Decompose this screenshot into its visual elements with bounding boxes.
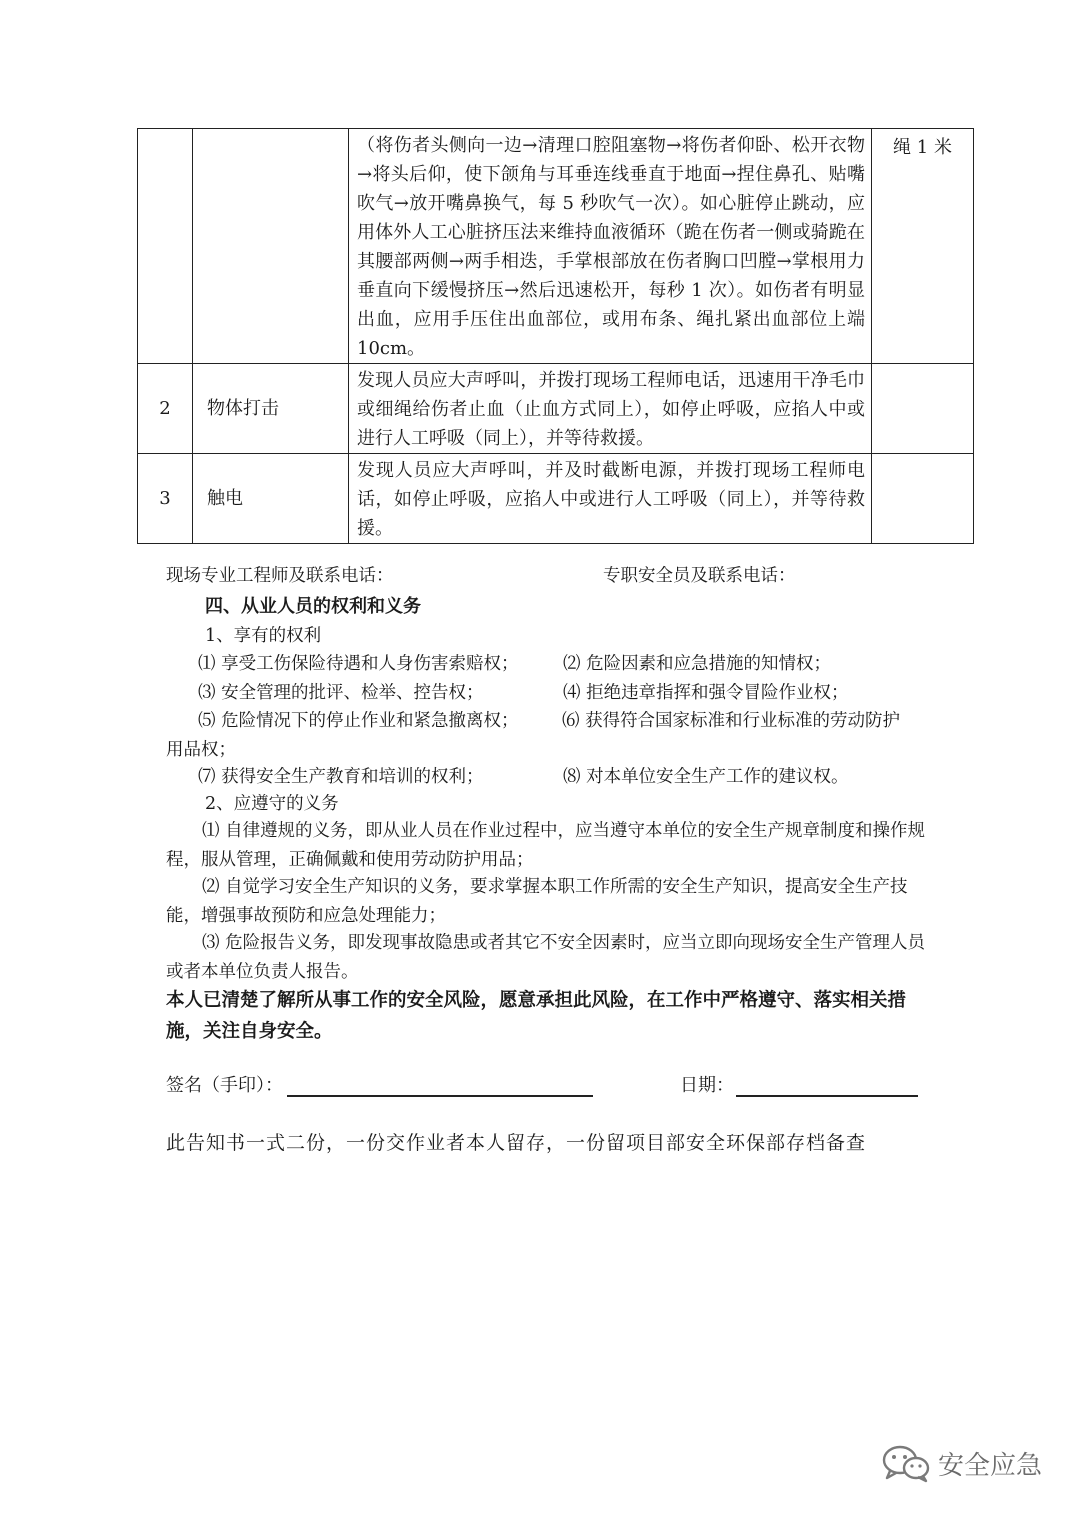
date-field[interactable] (736, 1095, 918, 1097)
row-number: 2 (138, 364, 193, 454)
right-item: ⑶ 安全管理的批评、检举、控告权； (198, 683, 484, 703)
right-item: ⑹ 获得符合国家标准和行业标准的劳动防护用品权； (166, 711, 901, 760)
footer-note: 此告知书一式二份，一份交作业者本人留存，一份留项目部安全环保部存档备查 (166, 1132, 867, 1154)
accident-type (193, 129, 349, 364)
equipment: 绳 1 米 (872, 129, 974, 364)
duty-item: ⑴ 自律遵规的义务，即从业人员在作业过程中，应当遵守本单位的安全生产规章制度和操作规程，服从管理，正确佩戴和使用劳动防护用品； (166, 821, 926, 870)
equipment (872, 454, 974, 544)
row-number: 3 (138, 454, 193, 544)
table-row (138, 454, 974, 544)
accident-type: 触电 (193, 454, 349, 544)
duties-title: 2、应遵守的义务 (205, 794, 339, 814)
section-title: 四、从业人员的权利和义务 (205, 596, 421, 617)
table-row (138, 129, 974, 364)
emergency-measures: （将伤者头侧向一边→清理口腔阻塞物→将伤者仰卧、松开衣物→将头后仰，使下颌角与耳垂连线垂直于地面→捏住鼻孔、贴嘴吹气→放开嘴鼻换气，每 5 秒吹气一次）。如心脏停止跳动，应用体外人工心脏挤压法来维持血液循环（跪在伤者一侧或骑跪在其腰部两侧→两手相迭，手掌根部放在伤者胸口凹膛→掌根用力垂直向下缓慢挤压→然后迅速松开，每秒 1 次）。如伤者有明显出血，应用手压住出血部位，或用布条、绳扎紧出血部位上端 10cm。 (349, 129, 872, 364)
signature-label: 签名（手印）： (166, 1075, 283, 1096)
safety-officer-contact-label: 专职安全员及联系电话： (603, 566, 796, 586)
emergency-measures: 发现人员应大声呼叫，并拨打现场工程师电话，迅速用干净毛巾或细绳给伤者止血（止血方式同上），如停止呼吸，应掐人中或进行人工呼吸（同上），并等待救援。 (349, 364, 872, 454)
right-item: ⑴ 享受工伤保险待遇和人身伤害索赔权； (198, 654, 519, 674)
engineer-contact-label: 现场专业工程师及联系电话： (166, 566, 394, 586)
duty-item: ⑵ 自觉学习安全生产知识的义务，要求掌握本职工作所需的安全生产知识，提高安全生产技能，增强事故预防和应急处理能力； (166, 877, 908, 926)
duty-item: ⑶ 危险报告义务，即发现事故隐患或者其它不安全因素时，应当立即向现场安全生产管理人员或者本单位负责人报告。 (166, 933, 926, 982)
right-item: ⑸ 危险情况下的停止作业和紧急撤离权； (198, 711, 519, 731)
watermark (880, 1443, 1042, 1483)
table-row (138, 364, 974, 454)
row-number (138, 129, 193, 364)
right-item: ⑻ 对本单位安全生产工作的建议权。 (563, 767, 849, 787)
watermark-text: 安全应急 (938, 1450, 1043, 1481)
right-item: ⑺ 获得安全生产教育和培训的权利； (198, 767, 484, 787)
commitment-statement: 本人已清楚了解所从事工作的安全风险，愿意承担此风险，在工作中严格遵守、落实相关措施，关注自身安全。 (166, 990, 907, 1042)
date-label: 日期： (680, 1075, 734, 1096)
right-item: ⑷ 拒绝违章指挥和强令冒险作业权； (563, 683, 849, 703)
rights-title: 1、享有的权利 (205, 626, 322, 646)
emergency-measures: 发现人员应大声呼叫，并及时截断电源，并拨打现场工程师电话，如停止呼吸，应掐人中或进行人工呼吸（同上），并等待救援。 (349, 454, 872, 544)
first-aid-table (137, 128, 974, 544)
wechat-icon (880, 1443, 932, 1483)
signature-field[interactable] (287, 1095, 593, 1097)
right-item: ⑵ 危险因素和应急措施的知情权； (563, 654, 832, 674)
accident-type: 物体打击 (193, 364, 349, 454)
equipment (872, 364, 974, 454)
